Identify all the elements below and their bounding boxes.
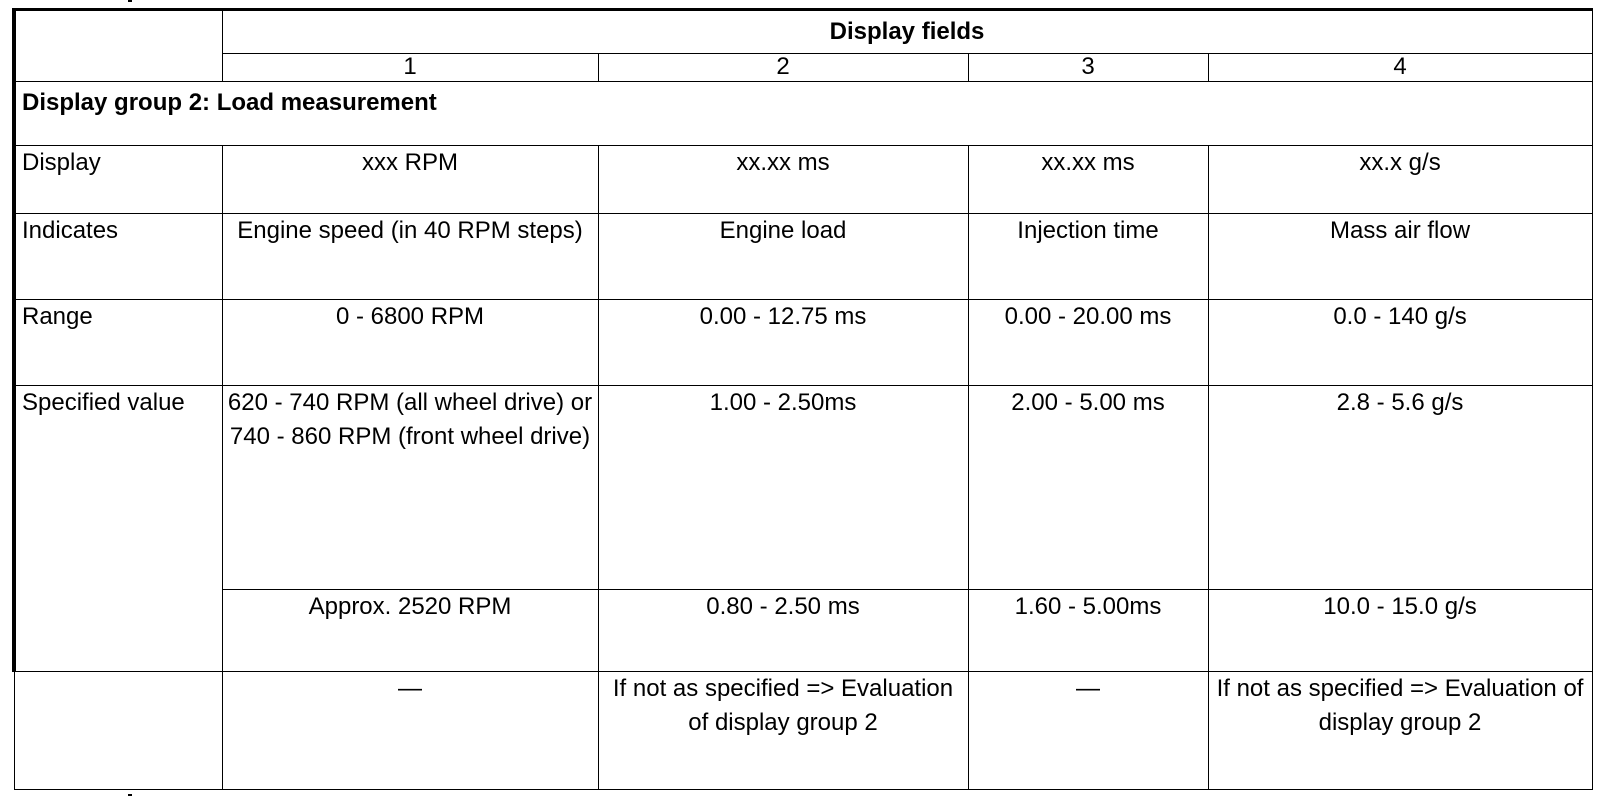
- column-header-4: 4: [1208, 54, 1592, 82]
- header-corner-cell: [14, 10, 222, 82]
- range-cell-3: 0.00 - 20.00 ms: [968, 300, 1208, 386]
- indicates-cell-3: Injection time: [968, 214, 1208, 300]
- specified-value-cell-4: 2.8 - 5.6 g/s: [1208, 386, 1592, 590]
- display-cell-1: xxx RPM: [222, 146, 598, 214]
- row-label-specified-value: Specified value: [14, 386, 222, 672]
- specified-value-cell-3: 2.00 - 5.00 ms: [968, 386, 1208, 590]
- column-header-1: 1: [222, 54, 598, 82]
- indicates-cell-4: Mass air flow: [1208, 214, 1592, 300]
- group-title-row: [14, 82, 1592, 146]
- range-cell-2: 0.00 - 12.75 ms: [598, 300, 968, 386]
- page-tick-mark-top: [128, 0, 132, 2]
- specified-value-cell-1: 620 - 740 RPM (all wheel drive) or 740 - 860 RPM (front wheel drive): [222, 386, 598, 590]
- range-cell-4: 0.0 - 140 g/s: [1208, 300, 1592, 386]
- indicates-cell-2: Engine load: [598, 214, 968, 300]
- notes-cell-1: —: [222, 672, 598, 790]
- notes-cell-3: —: [968, 672, 1208, 790]
- table-row-specified-value-2: [14, 590, 1592, 672]
- column-number-row: [14, 54, 1592, 82]
- table-row-indicates: [14, 214, 1592, 300]
- specified-value-2-cell-2: 0.80 - 2.50 ms: [598, 590, 968, 672]
- header-row: [14, 10, 1592, 54]
- row-label-display: Display: [14, 146, 222, 214]
- display-cell-3: xx.xx ms: [968, 146, 1208, 214]
- table-row-display: [14, 146, 1592, 214]
- load-measurement-table: [12, 8, 1593, 790]
- table-row-range: [14, 300, 1592, 386]
- table-row-specified-value: [14, 386, 1592, 590]
- table-row-notes: [14, 672, 1592, 790]
- page-tick-mark-bottom: [128, 794, 132, 796]
- range-cell-1: 0 - 6800 RPM: [222, 300, 598, 386]
- row-label-range: Range: [14, 300, 222, 386]
- notes-cell-4: If not as specified => Evaluation of display group 2: [1208, 672, 1592, 790]
- display-fields-header: Display fields: [222, 10, 1592, 54]
- display-cell-2: xx.xx ms: [598, 146, 968, 214]
- display-cell-4: xx.x g/s: [1208, 146, 1592, 214]
- group-title: Display group 2: Load measurement: [14, 82, 1592, 146]
- column-header-2: 2: [598, 54, 968, 82]
- specified-value-2-cell-1: Approx. 2520 RPM: [222, 590, 598, 672]
- specified-value-cell-2: 1.00 - 2.50ms: [598, 386, 968, 590]
- column-header-3: 3: [968, 54, 1208, 82]
- notes-cell-2: If not as specified => Evaluation of display group 2: [598, 672, 968, 790]
- row-label-indicates: Indicates: [14, 214, 222, 300]
- indicates-cell-1: Engine speed (in 40 RPM steps): [222, 214, 598, 300]
- specified-value-2-cell-4: 10.0 - 15.0 g/s: [1208, 590, 1592, 672]
- specified-value-2-cell-3: 1.60 - 5.00ms: [968, 590, 1208, 672]
- row-label-notes: [14, 672, 222, 790]
